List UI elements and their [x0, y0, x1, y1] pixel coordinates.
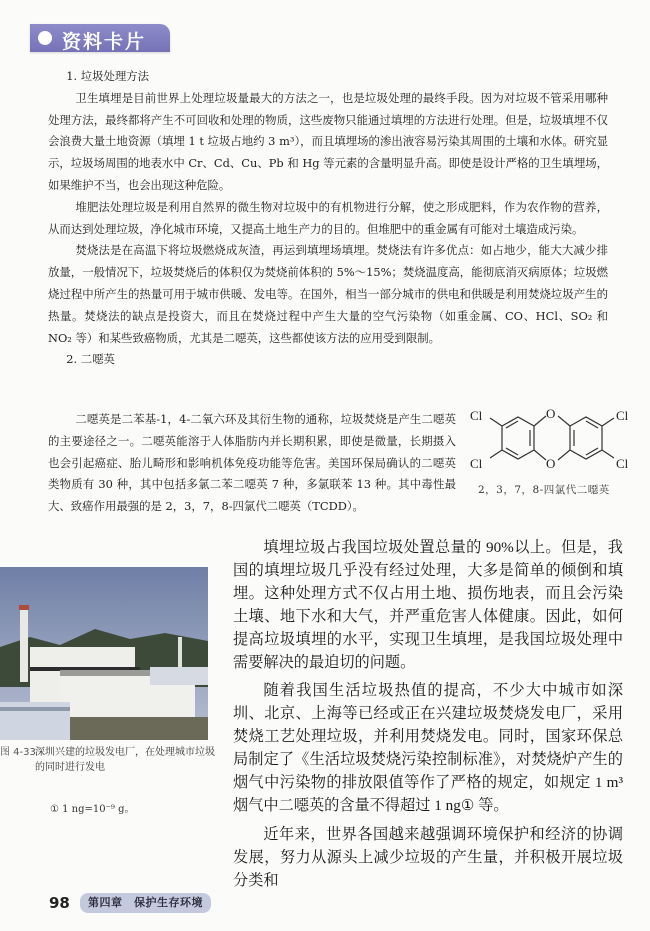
- figure-caption-text: 深圳兴建的垃圾发电厂，在处理城市垃圾的同时进行发电: [35, 747, 215, 773]
- paragraph-dioxin: 二噁英是二苯基-1，4-二氧六环及其衍生物的通称，垃圾焚烧是产生二噁英的主要途径之一。二噁英能溶于人体脂肪内并长期积累，即使是微量，长期摄入也会引起癌症、胎儿畸形和影响机体免疫功能等危害。美国环保局确认的二噁英类物质有 30 种，其中包括多氯二苯二噁英 7 种，多氯联苯 13 种。其中毒性最大、致癌作用最强的是 2，3，7，8-四氯代二噁英（TCDD）。: [48, 412, 456, 514]
- footnote-ng: ① 1 ng=10⁻⁹ g。: [50, 804, 135, 815]
- paragraph-incineration-plants: 随着我国生活垃圾热值的提高，不少大中城市如深圳、北京、上海等已经或正在兴建垃圾焚烧发电厂，采用焚烧工艺处理垃圾，并利用焚烧发电。同时，国家环保总局制定了《生活垃圾焚烧污染控制标准》，对焚烧炉产生的烟气中污染物的排放限值等作了严格的规定，如规定 1 m³ 烟气中二噁英的含量不得超过 1 ng① 等。: [233, 682, 623, 814]
- info-card-body: [48, 66, 608, 371]
- figure-number: 图 4-33: [0, 747, 36, 758]
- power-plant-photo: [0, 567, 208, 740]
- paragraph-recent-years: 近年来，世界各国越来越强调环境保护和经济的协调发展，努力从源头上减少垃圾的产生量，并积极开展垃圾分类和: [233, 825, 623, 889]
- paragraph-landfill-china: 填埋垃圾占我国垃圾处置总量的 90%以上。但是，我国的填埋垃圾几乎没有经过处理，大多是简单的倾倒和填埋。这种处理方式不仅占用土地、损伤地表，而且会污染土壤、地下水和大气，并严重危害人体健康。因此，如何提高垃圾填埋的水平，实现卫生填埋，是我国垃圾处理中需要解决的最迫切的问题。: [233, 539, 623, 671]
- info-card-title: 资料卡片: [62, 31, 147, 53]
- molecule-caption: 2，3，7，8-四氯代二噁英: [478, 484, 610, 496]
- paragraph-incineration: 焚烧法是在高温下将垃圾燃烧成灰渣，再运到填埋场填埋。焚烧法有许多优点：如占地少，能大大减少排放量，一般情况下，垃圾焚烧后的体积仅为焚烧前体积的 5%～15%；焚烧温度高，能彻底消灭病原体；垃圾燃烧过程中所产生的热量可用于城市供暖、发电等。在国外，相当一部分城市的供电和供暖是利用焚烧垃圾产生的热量。焚烧法的缺点是投资大，而且在焚烧过程中产生大量的空气污染物（如重金属、CO、HCl、SO₂ 和 NO₂ 等）和某些致癌物质，尤其是二噁英，这些都使该方法的应用受到限制。: [48, 243, 608, 345]
- main-body-text: [233, 537, 623, 899]
- atom-cl-bottom-left: Cl: [470, 456, 483, 471]
- page-number: 98: [49, 894, 70, 912]
- atom-o-bottom: O: [546, 456, 556, 471]
- paragraph-landfill: 卫生填埋是目前世界上处理垃圾量最大的方法之一，也是垃圾处理的最终手段。因为对垃圾不管采用哪种处理方法，最终都将产生不可回收和处理的物质，这些废物只能通过填埋的方法进行处理。但是，垃圾填埋不仅会浪费大量土地资源（填埋 1 t 垃圾占地约 3 m³），而且填埋场的渗出液容易污染其周围的土壤和水体。研究显示，垃圾场周围的地表水中 Cr、Cd、Cu、Pb 和 Hg 等元素的含量明显升高。即使是设计严格的卫生填埋场，如果维护不当，也会出现这种危险。: [48, 90, 608, 192]
- atom-o-top: O: [546, 406, 556, 421]
- atom-cl-bottom-right: Cl: [616, 456, 629, 471]
- atom-cl-top-left: Cl: [470, 408, 483, 423]
- chapter-badge: 第四章 保护生存环境: [80, 893, 211, 913]
- info-card-header: [30, 24, 170, 52]
- section-heading-dioxin: 2. 二噁英: [66, 352, 115, 367]
- atom-cl-top-right: Cl: [616, 408, 629, 423]
- section-heading-disposal: 1. 垃圾处理方法: [66, 69, 150, 83]
- dioxin-paragraph-block: [48, 409, 456, 518]
- paragraph-compost: 堆肥法处理垃圾是利用自然界的微生物对垃圾中的有机物进行分解，使之形成肥料，作为农作物的营养，从而达到处理垃圾，净化城市环境，又提高土地生产力的目的。但堆肥中的重金属有可能对土壤造成污染。: [48, 199, 608, 236]
- circle-bullet-icon: [38, 31, 52, 45]
